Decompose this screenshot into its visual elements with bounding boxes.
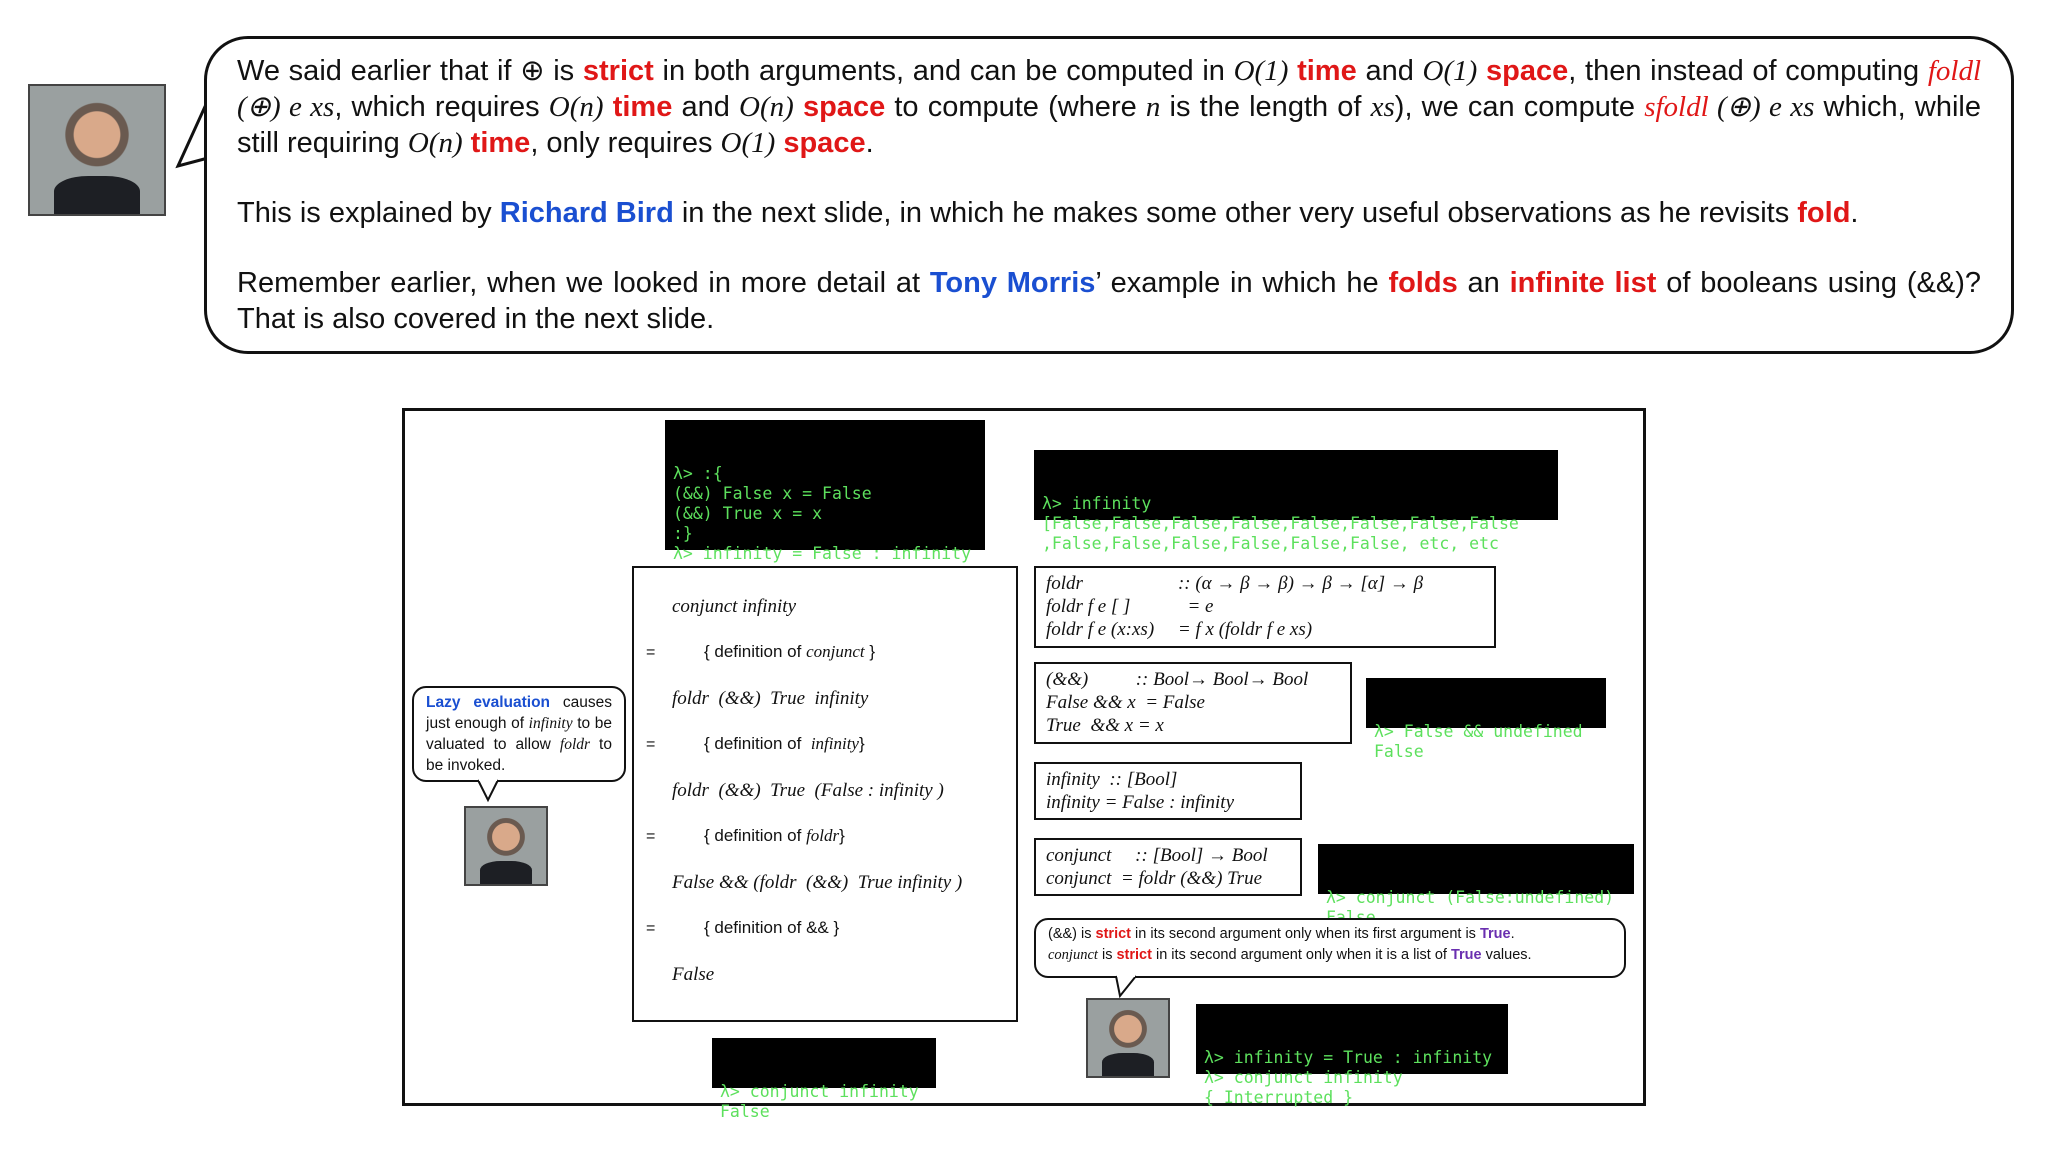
terminal-false-and-undefined: λ> False && undefined False xyxy=(1366,678,1606,728)
derivation-hint: { definition of conjunct } xyxy=(704,642,876,661)
and-definition: (&&) :: Bool→ Bool→ Bool False && x = False True && x = x xyxy=(1034,662,1352,744)
derivation-hint: { definition of && } xyxy=(704,918,840,937)
infinity-definition: infinity :: [Bool] infinity = False : infinity xyxy=(1034,762,1302,820)
terminal-conjunct-false-undefined: λ> conjunct (False:undefined) xyxy=(1318,844,1634,894)
narration-paragraph-3: Remember earlier, when we looked in more detail at Tony Morris’ example in which he folds an infinite list of booleans using (&&)? That is also covered in the next slide. xyxy=(237,267,1981,335)
narration-bubble xyxy=(204,36,2014,354)
equals-sign: = xyxy=(646,644,656,661)
lazy-note-tail xyxy=(476,778,506,804)
conjunct-definition: conjunct :: [Bool] → Bool conjunct = foldr (&&) True xyxy=(1034,838,1302,896)
terminal-infinity: λ> infinity [False,False,False,False,False,False,False,False ,False,False,False,False,False,False, etc, etc xyxy=(1034,450,1558,520)
terminal-interrupted: λ> infinity = True : infinity λ> conjunct infinity { Interrupted } xyxy=(1196,1004,1508,1074)
terminal-conjunct-infinity: λ> conjunct infinity False xyxy=(712,1038,936,1088)
derivation-step: foldr (&&) True infinity xyxy=(672,688,869,709)
author-photo xyxy=(464,806,548,886)
derivation-hint: { definition of infinity} xyxy=(704,734,865,753)
narration-paragraph-2: This is explained by Richard Bird in the next slide, in which he makes some other very useful observations as he revisits fold. xyxy=(237,197,1859,229)
terminal-definitions: λ> :{ (&&) False x = False (&&) True x = x :} λ> infinity = False : infinity xyxy=(665,420,985,550)
equals-sign: = xyxy=(646,920,656,937)
equals-sign: = xyxy=(646,828,656,845)
presenter-photo xyxy=(28,84,166,216)
narration-paragraph-1: We said earlier that if ⊕ is strict in both arguments, and can be computed in O(1) time and O(1) space, then instead of computing foldl (⊕) e xs, which requires O(n) time and O(n) space to compute (where n is the length of xs), we can compute sfoldl (⊕) e xs which, while still requiring O(n) time, only requires O(1) space. xyxy=(237,55,1981,159)
foldr-definition: foldr :: (α → β → β) → β → [α] → β foldr f e [ ] = e foldr f e (x:xs) = f x (foldr f e xs) xyxy=(1034,566,1496,648)
derivation-step: False && (foldr (&&) True infinity ) xyxy=(672,872,963,893)
strictness-note-tail xyxy=(1112,974,1142,1000)
derivation-step: foldr (&&) True (False : infinity ) xyxy=(672,780,944,801)
derivation-result: False xyxy=(672,964,715,985)
strictness-note: (&&) is strict in its second argument only when its first argument is True. conjunct is strict in its second argument only when it is a list of True values. xyxy=(1034,918,1626,978)
equals-sign: = xyxy=(646,736,656,753)
author-photo-2 xyxy=(1086,998,1170,1078)
lazy-evaluation-note: Lazy evaluation causes just enough of infinity to be valuated to allow foldr to be invoked. xyxy=(412,686,626,782)
derivation-step: conjunct infinity xyxy=(672,596,797,617)
derivation-box xyxy=(632,566,1018,1022)
derivation-hint: { definition of foldr} xyxy=(704,826,845,845)
